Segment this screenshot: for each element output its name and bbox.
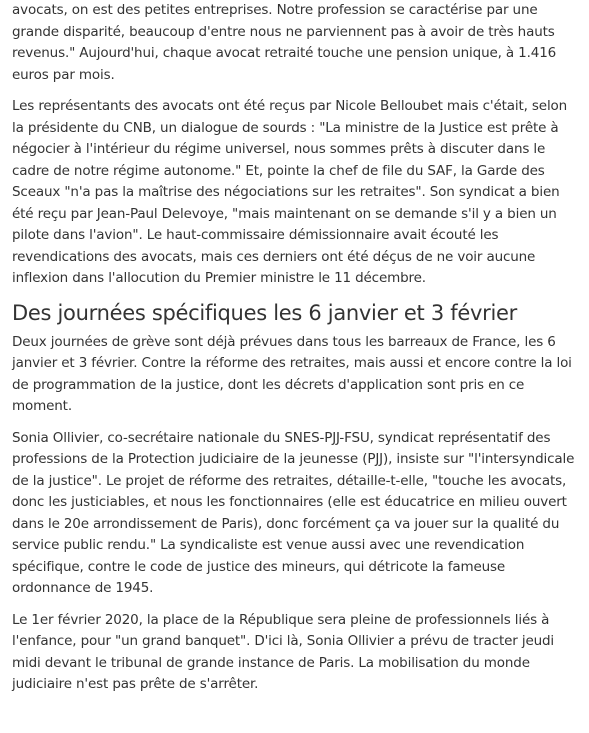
article-paragraph: Sonia Ollivier, co-secrétaire nationale du SNES-PJJ-FSU, syndicat représentatif des professions de la Protection judiciaire de la jeunesse (PJJ), insiste sur "l'intersyndicale de la justice". Le projet de réforme des retraites, détaille-t-elle, "touche les avocats, donc les justiciables, et nous les fonctionnaires (elle est éducatrice en milieu ouvert dans le 20e arrondissement de Paris), donc forcément ça va jouer sur la qualité du service public rendu." La syndicaliste est venue aussi avec une revendication spécifique, contre le code de justice des mineurs, qui détricote la fameuse ordonnance de 1945. (12, 429, 575, 596)
section-heading: Des journées spécifiques les 6 janvier et 3 février (12, 300, 517, 325)
article-paragraph: avocats, on est des petites entreprises. Notre profession se caractérise par une grande disparité, beaucoup d'entre nous ne parviennent pas à avoir de très hauts revenus." Aujourd'hui, chaque avocat retraité touche une pension unique, à 1.416 euros par mois. (12, 2, 557, 83)
article-body (12, 0, 578, 706)
article-paragraph: Le 1er février 2020, la place de la République sera pleine de professionnels liés à l'enfance, pour "un grand banquet". D'ici là, Sonia Ollivier a prévu de tracter jeudi midi devant le tribunal de grande instance de Paris. La mobilisation du monde judiciaire n'est pas prête de s'arrêter. (12, 611, 555, 692)
article-paragraph: Deux journées de grève sont déjà prévues dans tous les barreaux de France, les 6 janvier et 3 février. Contre la réforme des retraites, mais aussi et encore contre la loi de programmation de la justice, dont les décrets d'application sont pris en ce moment. (12, 333, 572, 414)
article-paragraph: Les représentants des avocats ont été reçus par Nicole Belloubet mais c'était, selon la présidente du CNB, un dialogue de sourds : "La ministre de la Justice est prête à négocier à l'intérieur du régime universel, nous sommes prêts à discuter dans le cadre de notre régime autonome." Et, pointe la chef de file du SAF, la Garde des Sceaux "n'a pas la maîtrise des négociations sur les retraites". Son syndicat a bien été reçu par Jean-Paul Delevoye, "mais maintenant on se demande s'il y a bien un pilote dans l'avion". Le haut-commissaire démissionnaire avait écouté les revendications des avocats, mais ces derniers ont été déçus de ne voir aucune inflexion dans l'allocution du Premier ministre le 11 décembre. (12, 98, 568, 286)
